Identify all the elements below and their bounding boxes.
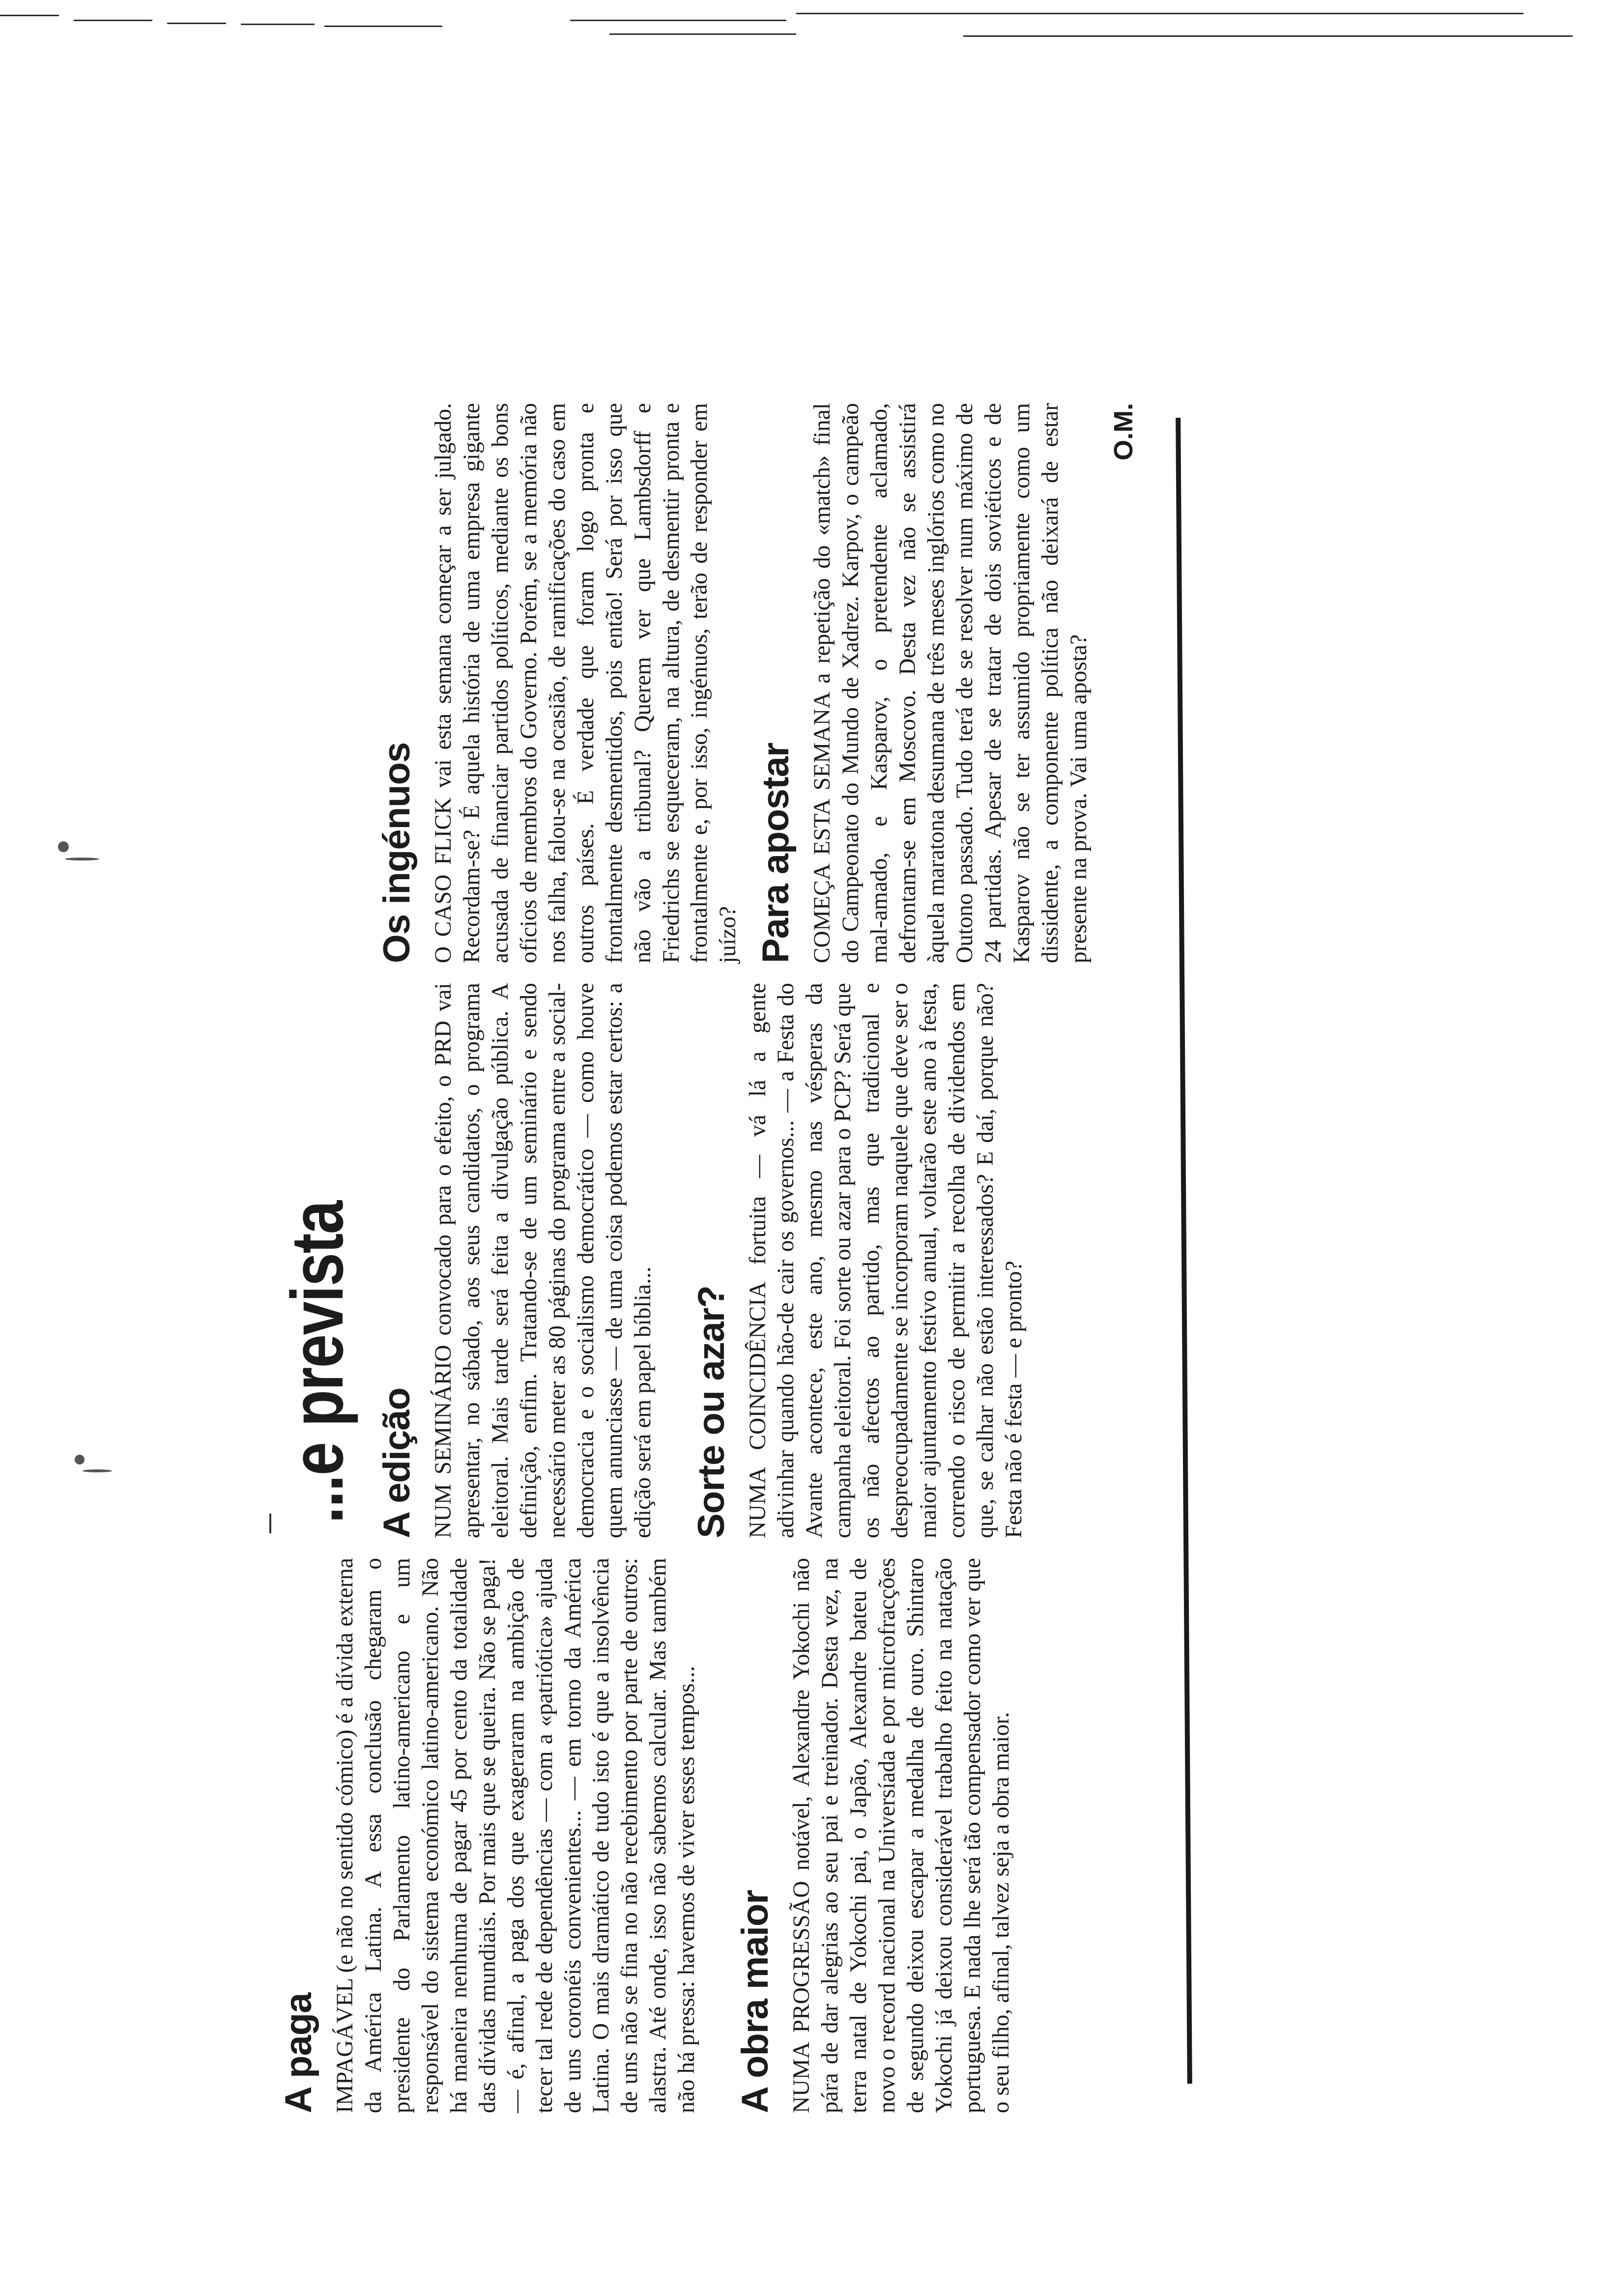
scan-mark xyxy=(83,1469,112,1472)
column-3 xyxy=(280,403,1332,963)
scan-streak xyxy=(167,23,226,24)
headline-a-edicao: A edição xyxy=(376,1388,418,1538)
article-a-obra-maior-text: NUMA PROGRESSÃO notável, Alexandre Yokochi não pára de dar alegrias ao seu pai e treinador. Desta vez, na terra natal de Yokochi pai, o Japão, Alexandre bateu de novo o record nacional na Universíada e por microfracções de segundo deixou escapar a medalha de ouro. Shintaro Yokochi já deixou considerável trabalho feito na natação portuguesa. E nada lhe será tão compensador como ver que o seu filho, afinal, talvez seja a obra maior. xyxy=(789,1558,1014,2113)
headline-os-ingenuos: Os ingénuos xyxy=(376,742,418,963)
article-a-edicao-text: NUM SEMINÁRIO convocado para o efeito, o PRD vai apresentar, no sábado, aos seus candidatos, o programa eleitoral. Mais tarde será feita a divulgação pública. A definição, enfim. Tratando-se de um seminário e sendo necessário meter as 80 páginas do programa entre a social-democracia e o socialismo democrático — como houve quem anunciasse — de uma coisa podemos estar certos: a edição será em papel bíblia... xyxy=(431,983,656,1538)
author-signature: O.M. xyxy=(1108,403,1138,460)
column-1 xyxy=(280,1558,1332,2113)
headline-sorte-ou-azar: Sorte ou azar? xyxy=(690,1286,732,1538)
scan-streak xyxy=(0,15,59,16)
scan-streak xyxy=(609,33,796,35)
article-os-ingenuos-text: O CASO FLICK vai esta semana começar a ser julgado. Recordam-se? É aquela história de uma empresa gigante acusada de financiar partidos políticos, mediante os bons ofícios de membros do Governo. Porém, se a memória não nos falha, falou-se na ocasião, de ramificações do caso em outros países. É verdade que foram logo pronta e frontalmente desmentidos, pois então! Será por isso que não vão a tribunal? Querem ver que Lambsdorff e Friedrichs se esqueceram, na altura, de desmentir pronta e frontalmente e, por isso, ingénuos, terão de responder em juízo? xyxy=(431,403,741,963)
scan-mark xyxy=(65,858,99,861)
scan-mark xyxy=(269,1514,271,1533)
headline-a-obra-maior: A obra maior xyxy=(734,1890,777,2113)
article-para-apostar-text: COMEÇA ESTA SEMANA a repetição do «match» final do Campeonato do Mundo de Xadrez. Karpov, o campeão mal-amado, e Kasparov, o pretendente aclamado, defrontam-se em Moscovo. Desta vez não se assistirá àquela maratona desumana de três meses inglórios como no Outono passado. Tudo terá de se resolver num máximo de 24 partidas. Apesar de se tratar de dois soviéticos e de Kasparov não se ter assumido propriamente como um dissidente, a componente política não deixará de estar presente na prova. Vai uma aposta? xyxy=(809,403,1092,963)
scan-streak xyxy=(74,20,152,21)
scan-mark xyxy=(58,841,69,852)
scan-streak xyxy=(241,24,315,25)
newspaper-clipping xyxy=(276,236,1332,2113)
article-a-paga-text: IMPAGÁVEL (e não no sentido cómico) é a dívida externa da América Latina. A essa conclusão chegaram o presidente do Parlamento latino-americano e um responsável do sistema económico latino-americano. Não há maneira nenhuma de pagar 45 por cento da totalidade das dívidas mundiais. Por mais que se queira. Não se paga! — é, afinal, a paga dos que exageraram na ambição de tecer tal rede de dependências — com a «patriótica» ajuda de uns coronéis convenientes... — em torno da América Latina. O mais dramático de tudo isto é que a insolvência de uns não se fina no não recebimento por parte de outros: alastra. Até onde, isso não sabemos calcular. Mas também não há pressa: havemos de viver esses tempos... xyxy=(332,1558,700,2113)
scan-streak xyxy=(963,35,1573,37)
scan-streak xyxy=(796,13,1524,14)
article-sorte-ou-azar-text: NUMA COINCIDÊNCIA fortuita — vá lá a gente adivinhar quando hão-de cair os governos... — a Festa do Avante acontece, este ano, mesmo nas vésperas da campanha eleitoral. Foi sorte ou azar para o PCP? Será que os não afectos ao partido, mas que tradicional e despreocupadamente se incorporam naquele que deve ser o maior ajuntamento festivo anual, voltarão este ano à festa, correndo o risco de permitir a recolha de dividendos em que, se calhar não estão interessados? E daí, porque não? Festa não é festa — e pronto? xyxy=(745,983,1027,1538)
scan-streak xyxy=(570,20,786,21)
column-2 xyxy=(276,983,1332,1538)
headline-para-apostar: Para apostar xyxy=(755,743,797,963)
scan-streak xyxy=(324,26,442,27)
banner-headline: ...e prevista xyxy=(276,1201,358,1523)
headline-a-paga: A paga xyxy=(278,1993,319,2113)
scan-mark xyxy=(75,1455,85,1464)
